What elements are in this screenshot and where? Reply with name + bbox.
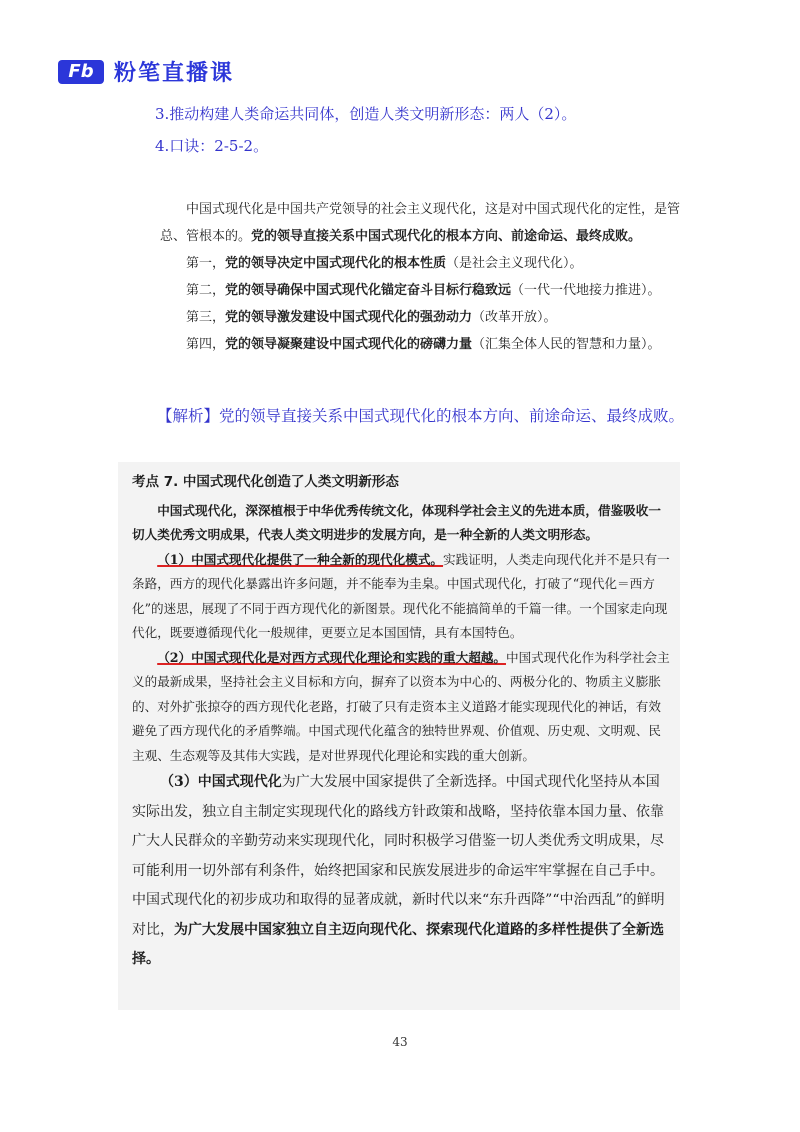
answer-line-4: 4.口诀：2-5-2。 xyxy=(155,137,269,155)
point-1-paragraph xyxy=(132,548,672,646)
fenbi-logo-mark: Fb xyxy=(58,60,104,84)
textbook-excerpt xyxy=(160,196,690,358)
excerpt-item xyxy=(160,331,690,358)
item-bold: 党的领导凝聚建设中国式现代化的磅礴力量 xyxy=(225,337,473,352)
excerpt-text: 中国式现代化是中国共产党领导的社会主义现代化，这是对中国式现代化的定性，是管总、管根本的。 xyxy=(160,202,681,244)
fenbi-logo-text: 粉笔直播课 xyxy=(114,61,235,86)
item-suffix: （改革开放）。 xyxy=(472,310,557,325)
item-suffix: （一代一代地接力推进）。 xyxy=(511,283,661,298)
item-bold: 党的领导确保中国式现代化锚定奋斗目标行稳致远 xyxy=(225,283,512,298)
point-2-paragraph xyxy=(132,646,672,769)
item-bold: 党的领导激发建设中国式现代化的强劲动力 xyxy=(225,310,473,325)
item-prefix: 第二， xyxy=(186,283,226,298)
point-3-conclusion: 为广大发展中国家独立自主迈向现代化、探索现代化道路的多样性提供了全新选择。 xyxy=(132,921,664,967)
scanned-textbook-page xyxy=(118,462,680,1010)
item-suffix: （汇集全体人民的智慧和力量）。 xyxy=(472,337,661,352)
excerpt-bold-text: 党的领导直接关系中国式现代化的根本方向、前途命运、最终成败。 xyxy=(251,229,642,244)
point-1-heading: （1）中国式现代化提供了一种全新的现代化模式。 xyxy=(157,551,444,567)
point-2-body: 中国式现代化作为科学社会主义的最新成果，坚持社会主义目标和方向，摒弃了以资本为中心的、两极分化的、物质主义膨胀的、对外扩张掠夺的西方现代化老路，打破了只有走资本主义道路才能实现现代化的神话，有效避免了西方现代化的矛盾弊端。中国式现代化蕴含的独特世界观、价值观、历史观、文明观、民主观、生态观等及其伟大实践，是对世界现代化理论和实践的重大创新。 xyxy=(132,649,670,763)
item-bold: 党的领导决定中国式现代化的根本性质 xyxy=(225,256,447,271)
point-3-heading: （3）中国式现代化 xyxy=(160,774,282,790)
intro-paragraph: 中国式现代化，深深植根于中华优秀传统文化，体现科学社会主义的先进本质，借鉴吸收一切人类优秀文明成果，代表人类文明进步的发展方向，是一种全新的人类文明形态。 xyxy=(132,502,661,542)
item-suffix: （是社会主义现代化）。 xyxy=(446,256,583,271)
point-2-heading: （2）中国式现代化是对西方式现代化理论和实践的重大超越。 xyxy=(157,649,506,665)
item-prefix: 第三， xyxy=(186,310,226,325)
excerpt-paragraph xyxy=(160,196,690,250)
section-title: 考点 7. 中国式现代化创造了人类文明新形态 xyxy=(132,474,399,490)
page-number: 43 xyxy=(392,1035,408,1049)
item-prefix: 第一， xyxy=(186,256,226,271)
fenbi-logo xyxy=(58,56,234,87)
point-3-paragraph xyxy=(132,768,672,975)
excerpt-item xyxy=(160,304,690,331)
point-3-body: 为广大发展中国家提供了全新选择。中国式现代化坚持从本国实际出发，独立自主制定实现现代化的路线方针政策和战略，坚持依靠本国力量、依靠广大人民群众的辛勤劳动来实现现代化，同时积极学习借鉴一切人类优秀文明成果，尽可能利用一切外部有利条件，始终把国家和民族发展进步的命运牢牢掌握在自己手中。中国式现代化的初步成功和取得的显著成就，新时代以来“东升西降”“中治西乱”的鲜明对比， xyxy=(132,774,665,938)
answer-line-3: 3.推动构建人类命运共同体，创造人类文明新形态：两人（2）。 xyxy=(155,105,577,123)
point-1-body: 实践证明，人类走向现代化并不是只有一条路，西方的现代化暴露出许多问题，并不能奉为圭臬。中国式现代化，打破了“现代化＝西方化”的迷思，展现了不同于西方现代化的新图景。现代化不能搞简单的千篇一律。一个国家走向现代化，既要遵循现代化一般规律，更要立足本国国情，具有本国特色。 xyxy=(132,551,670,640)
excerpt-item xyxy=(160,250,690,277)
analysis-line: 【解析】党的领导直接关系中国式现代化的根本方向、前途命运、最终成败。 xyxy=(157,407,685,425)
excerpt-item xyxy=(160,277,690,304)
item-prefix: 第四， xyxy=(186,337,226,352)
